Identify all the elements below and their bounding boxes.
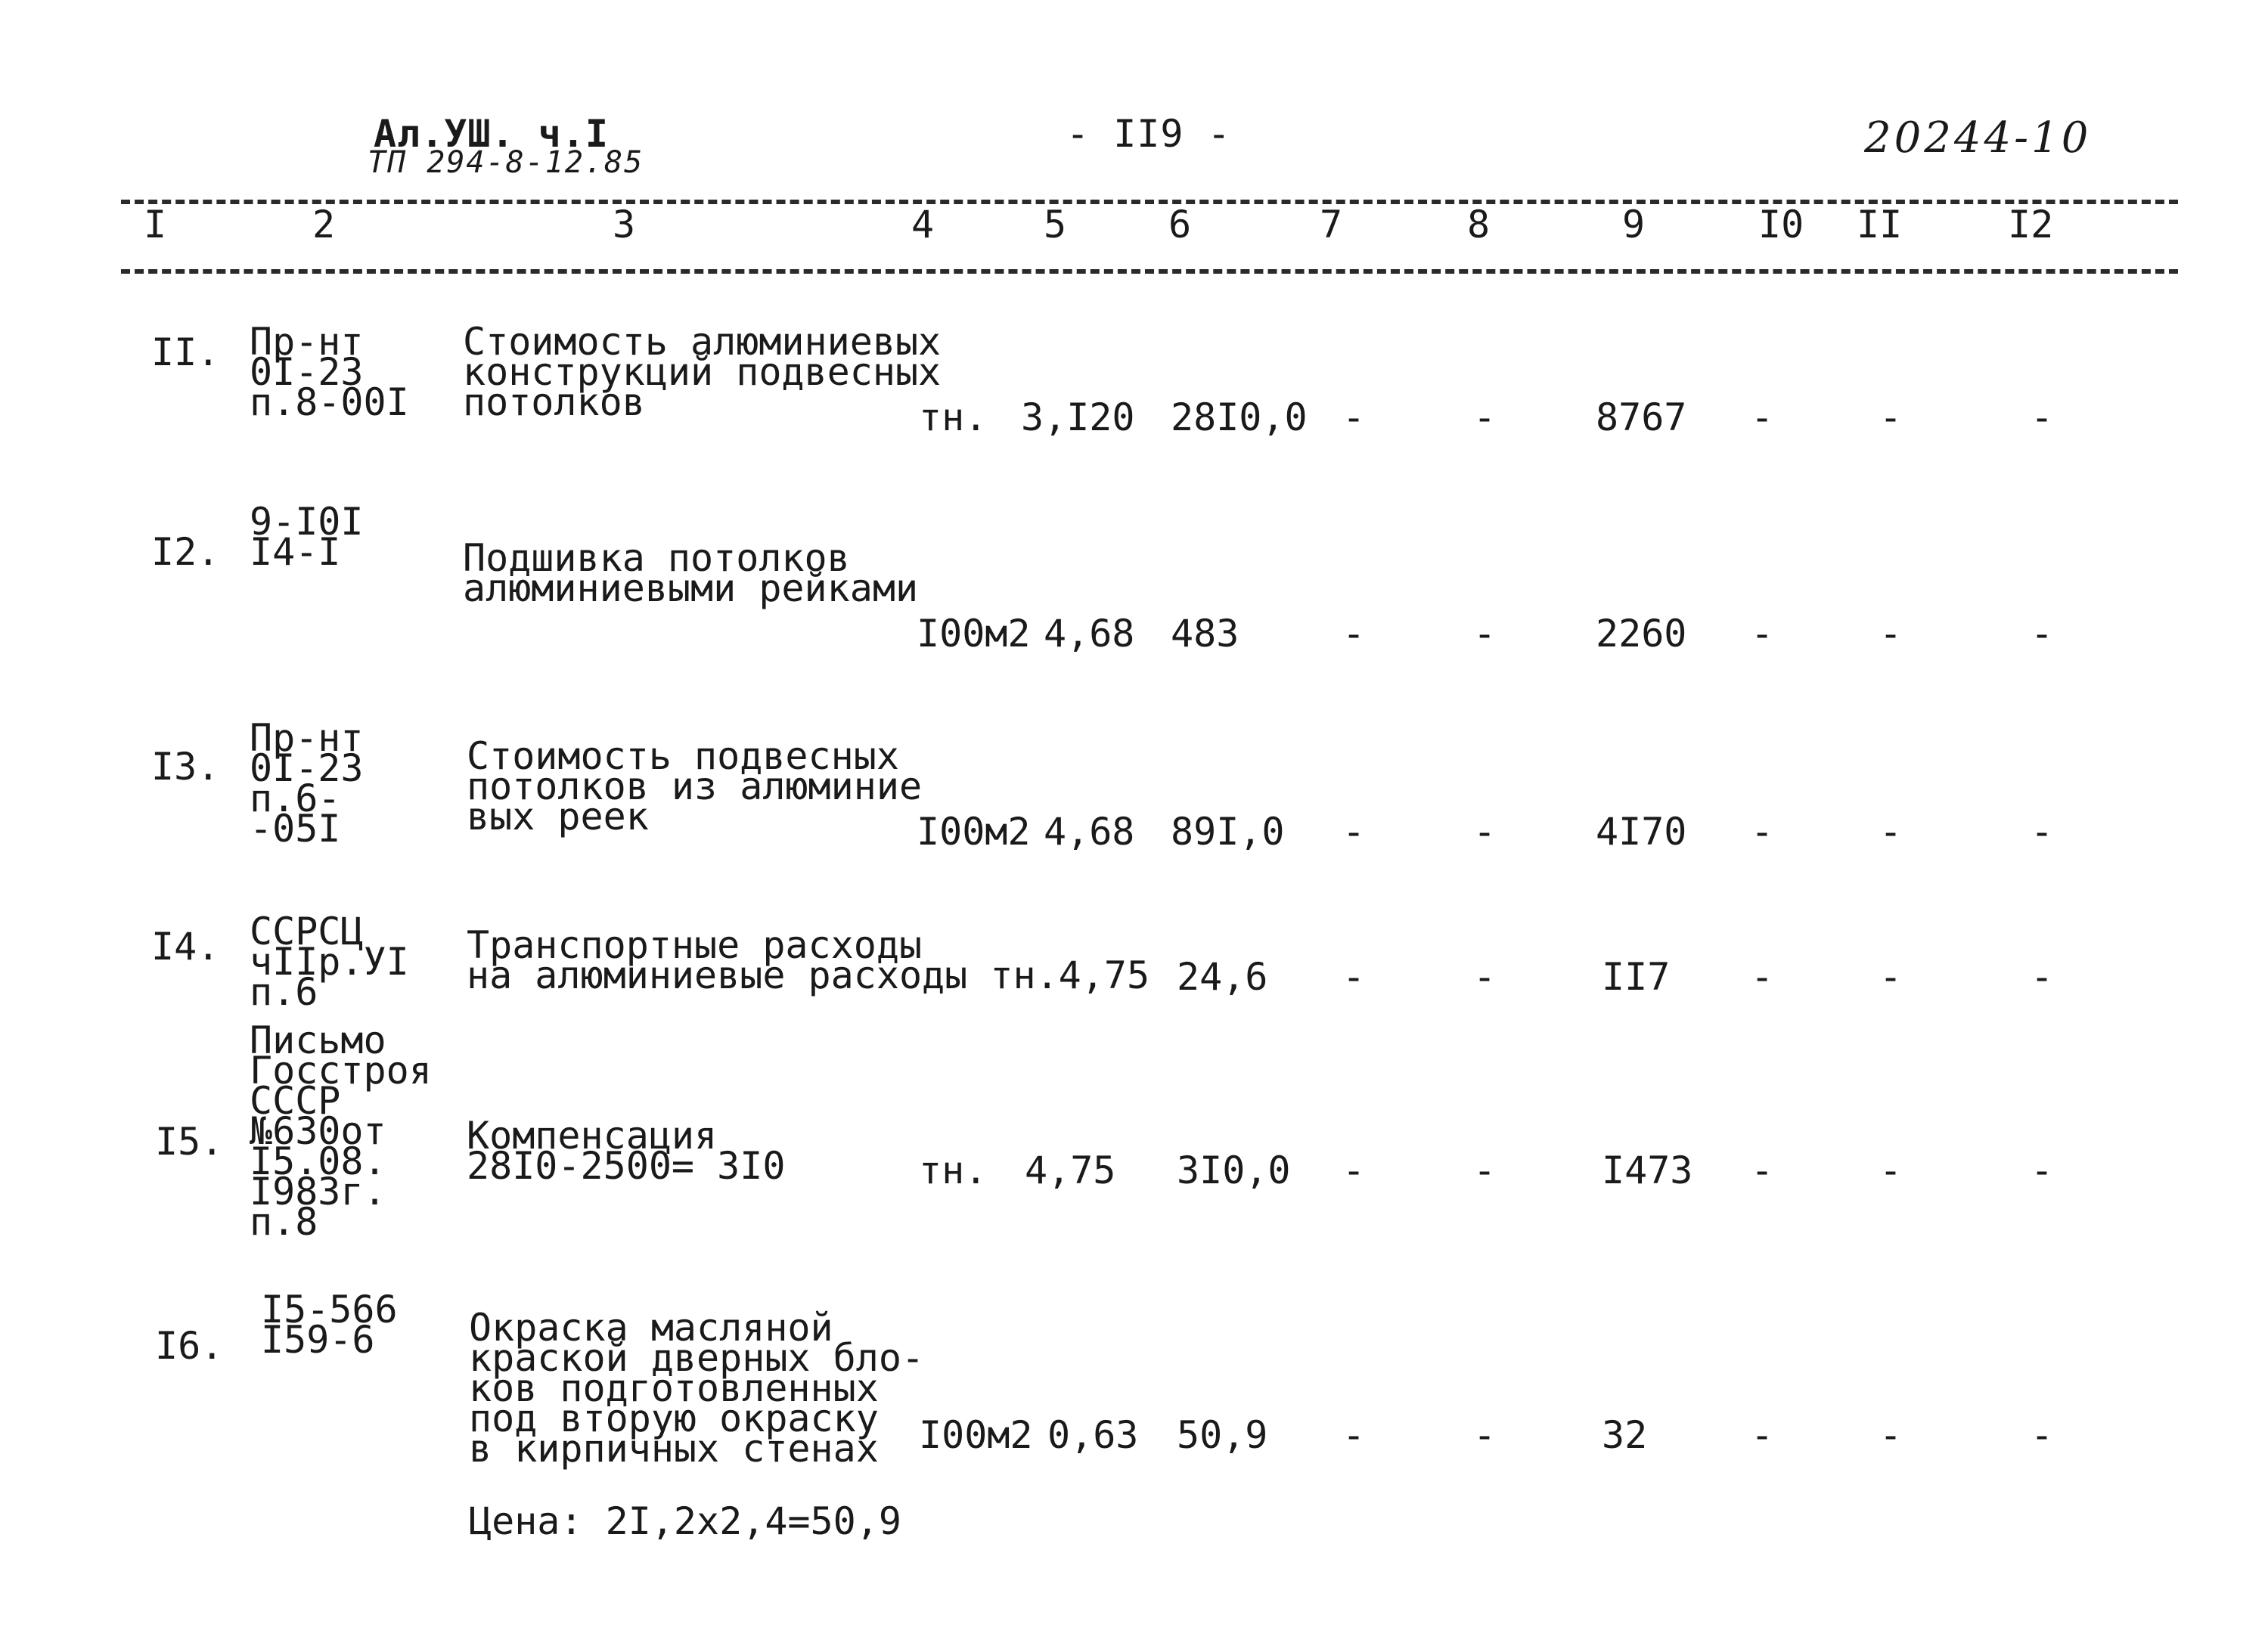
column-7-value: - [1342,810,1366,854]
row-number: I4. [151,925,220,969]
total-cost: I473 [1602,1149,1693,1192]
column-number: II [1857,203,1903,246]
total-cost: 4I70 [1596,810,1687,854]
column-10-value: - [1751,612,1774,656]
work-description: Стоимость алюминиевых конструкций подвесных потолков [463,320,942,424]
page-number: - II9 - [1066,112,1231,156]
column-10-value: - [1751,810,1774,854]
row-number: I5. [155,1120,224,1164]
norm-code: Пр-нт 0I-23 п.6- -05I [250,716,364,851]
column-12-value: - [2031,1149,2054,1192]
norm-code: Пр-нт 0I-23 п.8-00I [250,320,409,424]
work-description: Окраска масляной краской дверных бло- ков подготовленных под вторую окраску в кирпичных стенах [469,1306,925,1471]
column-8-value: - [1473,955,1497,999]
column-7-value: - [1342,612,1366,656]
work-description: Компенсация 28I0-2500= 3I0 [467,1114,786,1188]
unit: тн. [919,395,988,439]
norm-code: 9-I0I I4-I [250,500,364,574]
column-number: 3 [613,203,636,246]
work-description: Стоимость подвесных потолков из алюминие вых реек [467,734,923,839]
quantity: 4,75 [1025,1149,1116,1192]
unit: тн. [919,1149,988,1192]
column-8-value: - [1473,1413,1497,1457]
norm-code: Письмо Госстроя СССР №630от I5.08. I983г. п.8 [250,1018,432,1244]
column-8-value: - [1473,612,1497,656]
column-number: I [144,203,167,246]
column-7-value: - [1342,955,1366,999]
row-number: I6. [155,1324,224,1368]
column-8-value: - [1473,395,1497,439]
column-10-value: - [1751,1413,1774,1457]
unit-price: 89I,0 [1171,810,1285,854]
column-12-value: - [2031,810,2054,854]
total-cost: 8767 [1596,395,1687,439]
column-number: 6 [1168,203,1192,246]
column-11-value: - [1879,1413,1903,1457]
column-number: I2 [2008,203,2054,246]
unit-price: 483 [1171,612,1239,656]
total-cost: 32 [1602,1413,1648,1457]
column-7-value: - [1342,1149,1366,1192]
row-number: I3. [151,745,220,789]
work-description: Транспортные расходы на алюминиевые расходы тн.4,75 [467,923,1150,997]
document-number: 20244-10 [1864,113,2092,163]
column-10-value: - [1751,395,1774,439]
unit-price: 50,9 [1177,1413,1268,1457]
column-11-value: - [1879,612,1903,656]
column-8-value: - [1473,810,1497,854]
unit-price: 28I0,0 [1171,395,1308,439]
unit: I00м2 [919,1413,1033,1457]
total-cost: II7 [1602,955,1671,999]
column-11-value: - [1879,395,1903,439]
column-10-value: - [1751,1149,1774,1192]
column-number: 8 [1467,203,1491,246]
column-12-value: - [2031,955,2054,999]
unit: I00м2 [917,810,1031,854]
column-10-value: - [1751,955,1774,999]
column-12-value: - [2031,612,2054,656]
work-description: Подшивка потолков алюминиевыми рейками [463,536,919,610]
quantity: 0,63 [1047,1413,1139,1457]
row-number: II. [151,330,220,374]
column-number: 2 [312,203,336,246]
unit-price: 3I0,0 [1177,1149,1291,1192]
column-number: I0 [1758,203,1804,246]
album-reference: Ал.УШ. ч.I [374,112,610,156]
norm-code: ССРСЦ чIIр.УI п.6 [250,910,409,1014]
header-bottom-rule [121,269,2178,274]
column-11-value: - [1879,810,1903,854]
column-number: 9 [1622,203,1646,246]
column-7-value: - [1342,395,1366,439]
price-note: Цена: 2I,2х2,4=50,9 [469,1499,901,1543]
column-12-value: - [2031,1413,2054,1457]
quantity: 4,68 [1044,810,1135,854]
column-11-value: - [1879,1149,1903,1192]
column-8-value: - [1473,1149,1497,1192]
column-11-value: - [1879,955,1903,999]
quantity: 3,I20 [1021,395,1135,439]
project-code: ТП 294-8-12.85 [368,145,644,180]
column-7-value: - [1342,1413,1366,1457]
row-number: I2. [151,530,220,574]
unit-price: 24,6 [1177,955,1268,999]
column-12-value: - [2031,395,2054,439]
quantity: 4,68 [1044,612,1135,656]
unit: I00м2 [917,612,1031,656]
column-number: 4 [911,203,935,246]
norm-code: I5-566 I59-6 [261,1288,398,1362]
total-cost: 2260 [1596,612,1687,656]
column-number: 5 [1044,203,1067,246]
column-number: 7 [1320,203,1343,246]
